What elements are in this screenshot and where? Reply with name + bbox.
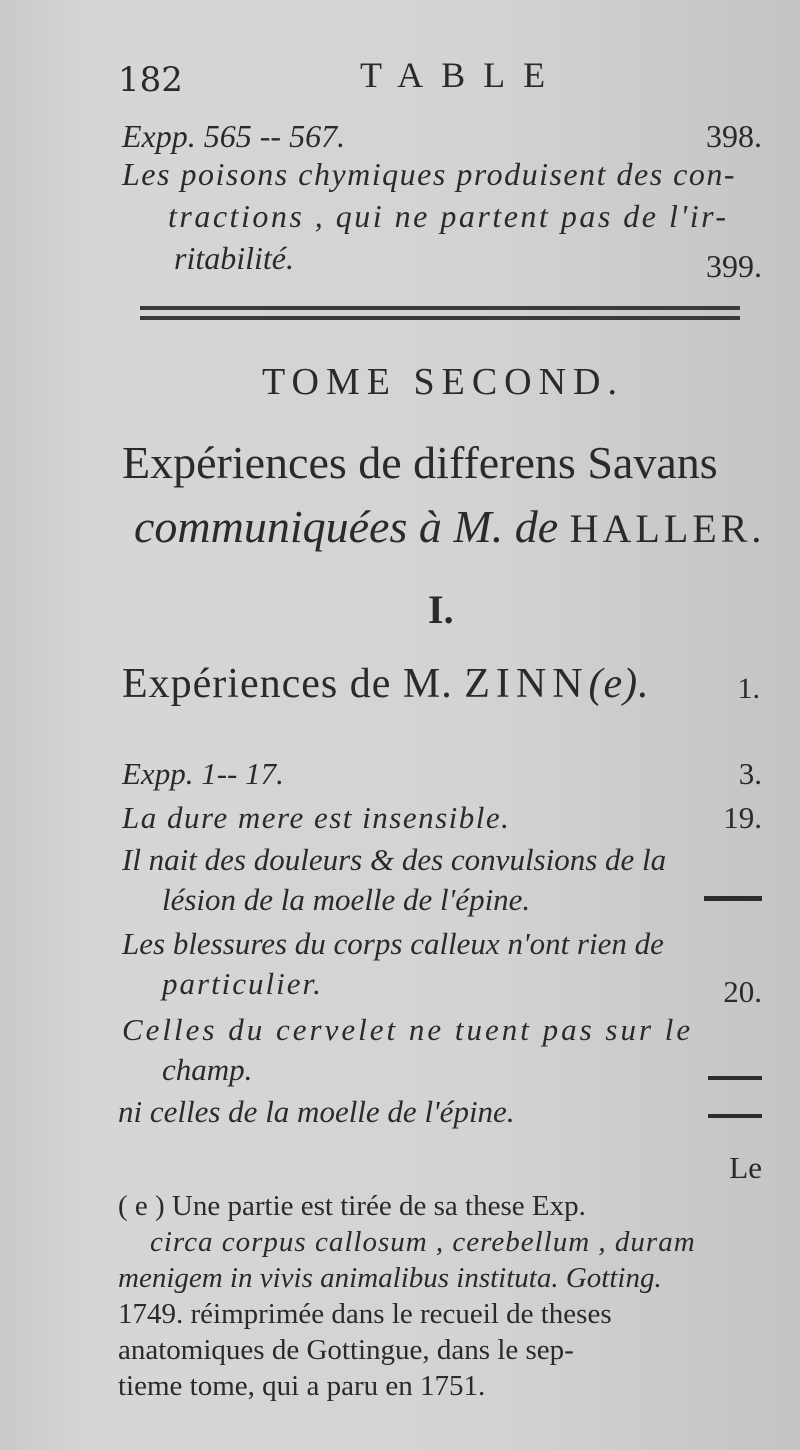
running-head: TABLE — [360, 55, 564, 95]
entry-text: Les blessures du corps calleux n'ont rien de — [122, 926, 664, 961]
subsection-title — [122, 660, 650, 708]
entry-text: Les poisons chymiques produisent des con- — [122, 156, 737, 192]
entry-page: 20. — [723, 974, 762, 1009]
roman-numeral: I. — [428, 587, 454, 632]
catchword: Le — [729, 1150, 762, 1185]
section-title-italic: communiquées à M. de — [134, 501, 570, 552]
ditto-dash — [708, 1076, 762, 1080]
entry-text: Il nait des douleurs & des convulsions de la — [122, 842, 667, 877]
page-number: 182 — [118, 60, 183, 100]
section-title: Expériences de differens Savans — [122, 437, 718, 488]
entry-page: 3. — [738, 756, 762, 791]
entry-text: Expp. 1-- 17. — [122, 756, 284, 791]
divider-rule — [140, 306, 740, 310]
entry-text: Expp. 565 -- 567. — [122, 118, 346, 154]
subsection-title-text: Expériences de M. — [122, 661, 465, 707]
ditto-dash — [708, 1114, 762, 1118]
entry-text-continued: particulier. — [162, 966, 323, 1001]
entry-text: ni celles de la moelle de l'épine. — [118, 1094, 515, 1129]
footnote-line: anatomiques de Gottingue, dans le sep- — [118, 1334, 574, 1366]
footnote-line: menigem in vivis animalibus instituta. Gotting. — [118, 1262, 662, 1294]
entry-text-continued: ritabilité. — [174, 240, 294, 276]
footnote-line: ( e ) Une partie est tirée de sa these Exp. — [118, 1190, 586, 1222]
tome-heading: TOME SECOND. — [262, 361, 624, 403]
ditto-dash — [704, 896, 762, 901]
subsection-page: 1. — [737, 672, 760, 705]
divider-rule — [140, 316, 740, 320]
subsection-name: ZINN — [464, 661, 589, 707]
entry-text-continued: tractions , qui ne partent pas de l'ir- — [168, 198, 729, 234]
entry-page: 398. — [706, 118, 762, 154]
author-name: HALLER. — [569, 506, 766, 551]
entry-text-continued: lésion de la moelle de l'épine. — [162, 882, 531, 917]
section-title-line2 — [134, 500, 765, 553]
entry-text-continued: champ. — [162, 1052, 253, 1087]
footnote-line: tieme tome, qui a paru en 1751. — [118, 1370, 486, 1402]
entry-page: 19. — [723, 800, 762, 835]
entry-page: 399. — [706, 248, 762, 284]
footnote-ref: (e). — [588, 661, 650, 707]
entry-text: Celles du cervelet ne tuent pas sur le — [122, 1012, 694, 1047]
entry-text: La dure mere est insensible. — [122, 800, 511, 835]
footnote-line: circa corpus callosum , cerebellum , duram — [150, 1226, 696, 1258]
footnote-line: 1749. réimprimée dans le recueil de theses — [118, 1298, 612, 1330]
